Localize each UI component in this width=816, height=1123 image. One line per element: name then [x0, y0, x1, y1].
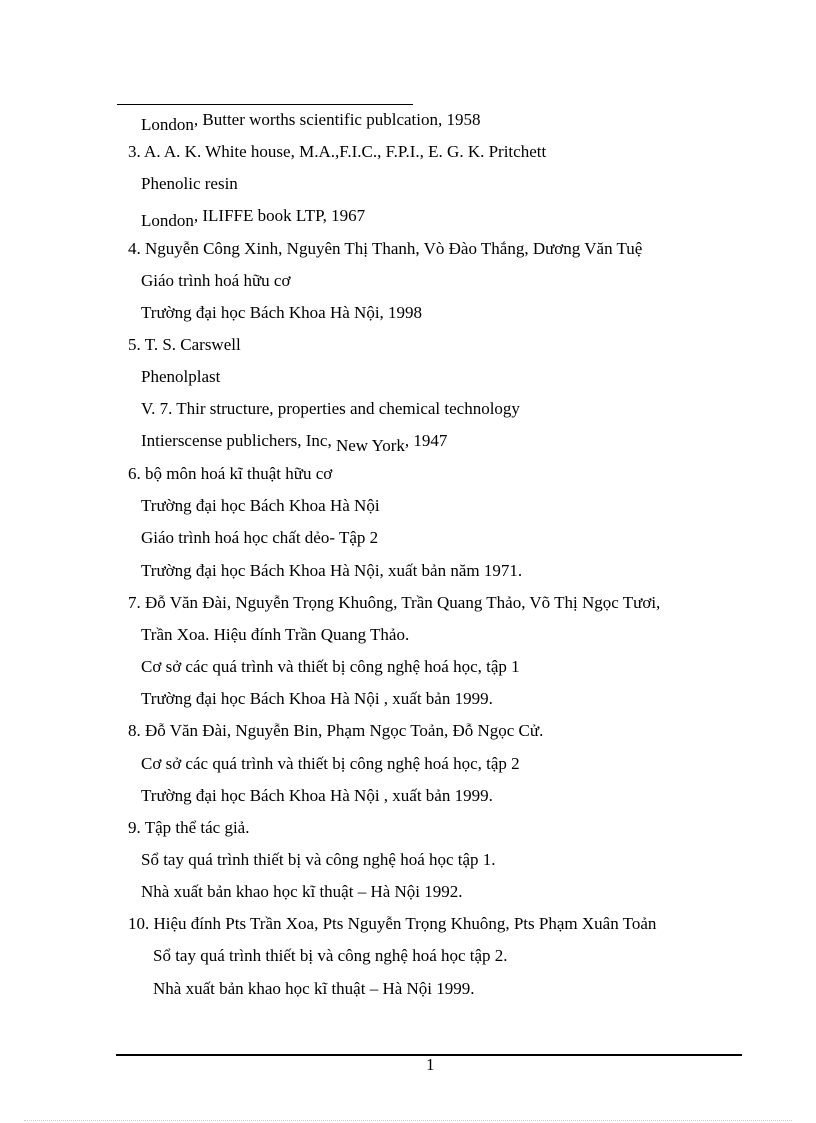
reference-line: Sổ tay quá trình thiết bị và công nghệ hoá học tập 1.	[141, 850, 496, 869]
city-text: New York	[335, 436, 405, 455]
reference-line: V. 7. Thir structure, properties and chemical technology	[141, 399, 520, 418]
footnote-rule	[117, 104, 413, 105]
page-number: 1	[426, 1055, 435, 1074]
reference-line: Phenolplast	[141, 367, 221, 386]
reference-heading: 9. Tập thể tác giả.	[128, 818, 250, 837]
reference-line: Trường đại học Bách Khoa Hà Nội, xuất bản năm 1971.	[141, 561, 523, 580]
reference-line: Trường đại học Bách Khoa Hà Nội	[141, 496, 380, 515]
reference-heading: 7. Đỗ Văn Đài, Nguyễn Trọng Khuông, Trần Quang Thảo, Võ Thị Ngọc Tươi,	[128, 593, 661, 612]
page-edge	[24, 1120, 792, 1121]
reference-line: Trường đại học Bách Khoa Hà Nội , xuất bản 1999.	[141, 689, 493, 708]
reference-heading: 8. Đỗ Văn Đài, Nguyễn Bin, Phạm Ngọc Toản, Đỗ Ngọc Cử.	[128, 721, 544, 740]
reference-line: Giáo trình hoá học chất dẻo- Tập 2	[141, 528, 379, 547]
reference-line: Giáo trình hoá hữu cơ	[141, 271, 291, 290]
reference-line: Sổ tay quá trình thiết bị và công nghệ hoá học tập 2.	[153, 946, 508, 965]
reference-line: London, ILIFFE book LTP, 1967	[141, 206, 366, 230]
reference-line: Phenolic resin	[141, 174, 238, 193]
reference-line: Trường đại học Bách Khoa Hà Nội , xuất bản 1999.	[141, 786, 493, 805]
city-text: London	[141, 211, 194, 230]
reference-heading: 6. bộ môn hoá kĩ thuật hữu cơ	[128, 464, 333, 483]
reference-heading: 5. T. S. Carswell	[128, 335, 241, 354]
reference-heading: 3. A. A. K. White house, M.A.,F.I.C., F.P.I., E. G. K. Pritchett	[128, 142, 547, 161]
reference-line: Nhà xuất bản khao học kĩ thuật – Hà Nội 1999.	[153, 979, 475, 998]
reference-heading: 4. Nguyễn Công Xinh, Nguyên Thị Thanh, Vò Đào Thắng, Dương Văn Tuệ	[128, 239, 643, 258]
reference-heading: 10. Hiệu đính Pts Trần Xoa, Pts Nguyễn Trọng Khuông, Pts Phạm Xuân Toản	[128, 914, 657, 933]
city-text: London	[141, 115, 194, 134]
reference-line: Cơ sở các quá trình và thiết bị công nghệ hoá học, tập 2	[141, 754, 520, 773]
reference-line: London, Butter worths scientific publcation, 1958	[141, 110, 481, 134]
reference-line: Cơ sở các quá trình và thiết bị công nghệ hoá học, tập 1	[141, 657, 520, 676]
reference-line: Nhà xuất bản khao học kĩ thuật – Hà Nội 1992.	[141, 882, 463, 901]
reference-line: Trần Xoa. Hiệu đính Trần Quang Thảo.	[141, 625, 410, 644]
reference-line: Trường đại học Bách Khoa Hà Nội, 1998	[141, 303, 423, 322]
reference-line: Intierscense publichers, Inc, New York, 1947	[141, 431, 448, 455]
